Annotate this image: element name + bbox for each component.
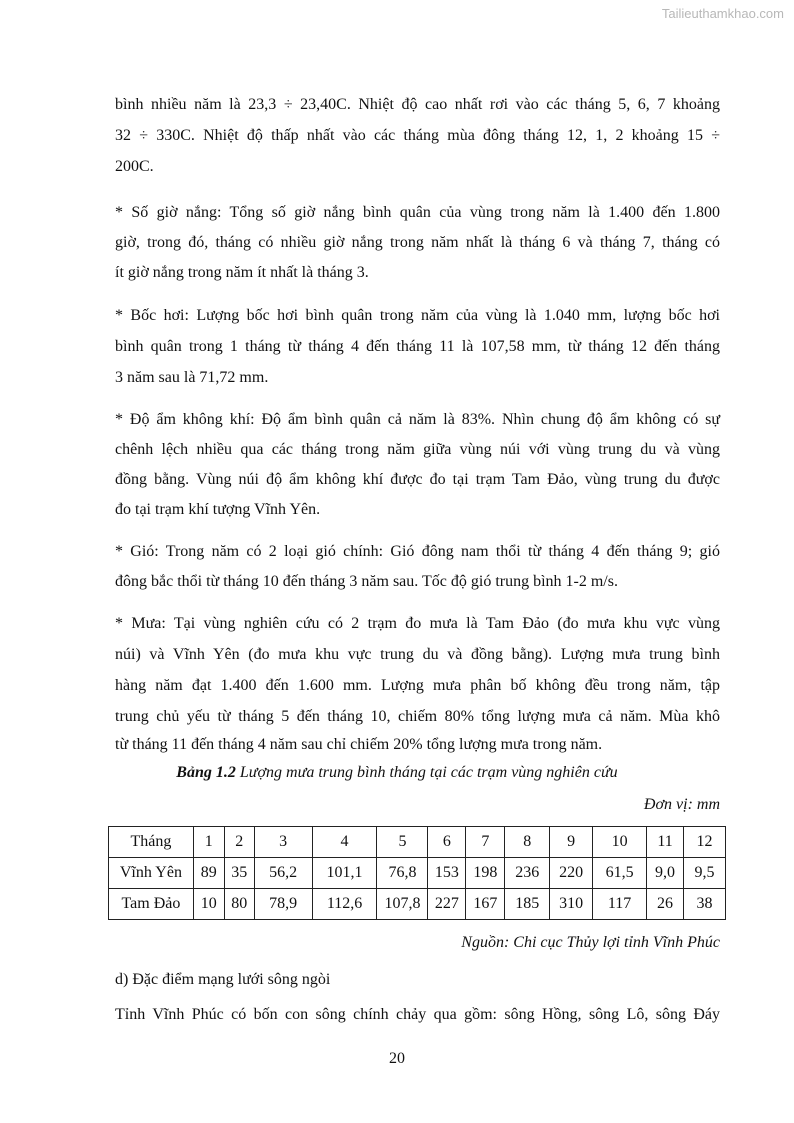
table-header-cell: 3 xyxy=(254,827,312,858)
watermark: Tailieuthamkhao.com xyxy=(661,6,784,21)
body-line: Tỉnh Vĩnh Phúc có bốn con sông chính chảy qua gồm: sông Hồng, sông Lô, sông Đáy xyxy=(115,1006,720,1023)
table-cell: 153 xyxy=(428,858,466,889)
body-line: * Độ ẩm không khí: Độ ẩm bình quân cả năm là 83%. Nhìn chung độ ẩm không có sự xyxy=(115,411,720,428)
table-header-cell: 10 xyxy=(593,827,647,858)
table-header-cell: Tháng xyxy=(109,827,194,858)
table-cell: 76,8 xyxy=(377,858,428,889)
table-header-cell: 8 xyxy=(505,827,550,858)
body-line: trung chủ yếu từ tháng 5 đến tháng 10, chiếm 80% tổng lượng mưa cả năm. Mùa khô xyxy=(115,708,720,725)
unit-label: Đơn vị: mm xyxy=(643,796,720,813)
table-cell: 112,6 xyxy=(312,889,377,920)
body-line: giờ, trong đó, tháng có nhiều giờ nắng trong năm nhất là tháng 6 và tháng 7, tháng có xyxy=(115,234,720,251)
table-cell: 167 xyxy=(466,889,505,920)
table-caption xyxy=(0,763,794,783)
table-cell: 10 xyxy=(193,889,224,920)
table-cell: 227 xyxy=(428,889,466,920)
page-number: 20 xyxy=(389,1050,405,1067)
body-line: chênh lệch nhiều qua các tháng trong năm giữa vùng núi với vùng trung du và vùng xyxy=(115,441,720,458)
table-header-cell: 4 xyxy=(312,827,377,858)
body-line: * Gió: Trong năm có 2 loại gió chính: Gió đông nam thổi từ tháng 4 đến tháng 9; gió xyxy=(115,543,720,560)
body-line: đo tại trạm khí tượng Vĩnh Yên. xyxy=(115,501,321,518)
rainfall-table xyxy=(108,826,726,920)
table-caption-text: Lượng mưa trung bình tháng tại các trạm vùng nghiên cứu xyxy=(235,764,618,781)
body-line: * Bốc hơi: Lượng bốc hơi bình quân trong năm của vùng là 1.040 mm, lượng bốc hơi xyxy=(115,307,720,324)
table-header-cell: 11 xyxy=(647,827,684,858)
table-cell: Vĩnh Yên xyxy=(109,858,194,889)
body-line: đồng bằng. Vùng núi độ ẩm không khí được đo tại trạm Tam Đảo, vùng trung du được xyxy=(115,471,720,488)
body-line: 3 năm sau là 71,72 mm. xyxy=(115,369,269,386)
table-header-cell: 2 xyxy=(224,827,254,858)
section-heading: d) Đặc điểm mạng lưới sông ngòi xyxy=(115,971,331,988)
table-cell: 80 xyxy=(224,889,254,920)
body-line: * Mưa: Tại vùng nghiên cứu có 2 trạm đo mưa là Tam Đảo (đo mưa khu vực vùng xyxy=(115,615,720,632)
body-line: bình quân trong 1 tháng từ tháng 4 đến tháng 11 là 107,58 mm, từ tháng 12 đến tháng xyxy=(115,338,720,355)
table-cell: 9,5 xyxy=(683,858,725,889)
table-cell: 26 xyxy=(647,889,684,920)
table-cell: 38 xyxy=(683,889,725,920)
table-caption-label: Bảng 1.2 xyxy=(176,764,236,781)
table-cell: Tam Đảo xyxy=(109,889,194,920)
table-cell: 185 xyxy=(505,889,550,920)
table-cell: 220 xyxy=(550,858,593,889)
body-line: * Số giờ nắng: Tổng số giờ nắng bình quân của vùng trong năm là 1.400 đến 1.800 xyxy=(115,204,720,221)
table-cell: 35 xyxy=(224,858,254,889)
body-line: đông bắc thổi từ tháng 10 đến tháng 3 năm sau. Tốc độ gió trung bình 1-2 m/s. xyxy=(115,573,618,590)
table-header-row xyxy=(109,827,726,858)
body-line: 200C. xyxy=(115,158,154,175)
table-source: Nguồn: Chi cục Thủy lợi tỉnh Vĩnh Phúc xyxy=(461,934,720,951)
body-line: bình nhiều năm là 23,3 ÷ 23,40C. Nhiệt độ cao nhất rơi vào các tháng 5, 6, 7 khoảng xyxy=(115,96,720,113)
body-line: từ tháng 11 đến tháng 4 năm sau chỉ chiếm 20% tổng lượng mưa trong năm. xyxy=(115,736,603,753)
table-row xyxy=(109,858,726,889)
table-cell: 56,2 xyxy=(254,858,312,889)
table-cell: 101,1 xyxy=(312,858,377,889)
table-header-cell: 7 xyxy=(466,827,505,858)
table-header-cell: 1 xyxy=(193,827,224,858)
table-row xyxy=(109,889,726,920)
body-line: 32 ÷ 330C. Nhiệt độ thấp nhất vào các tháng mùa đông tháng 12, 1, 2 khoảng 15 ÷ xyxy=(115,127,720,144)
body-line: hàng năm đạt 1.400 đến 1.600 mm. Lượng mưa phân bố không đều trong năm, tập xyxy=(115,677,720,694)
body-line: núi) và Vĩnh Yên (đo mưa khu vực trung du và đồng bằng). Lượng mưa trung bình xyxy=(115,646,720,663)
table-cell: 310 xyxy=(550,889,593,920)
table-cell: 236 xyxy=(505,858,550,889)
table-cell: 78,9 xyxy=(254,889,312,920)
table-cell: 117 xyxy=(593,889,647,920)
table-cell: 198 xyxy=(466,858,505,889)
table-header-cell: 12 xyxy=(683,827,725,858)
table-cell: 9,0 xyxy=(647,858,684,889)
table-cell: 61,5 xyxy=(593,858,647,889)
table-header-cell: 5 xyxy=(377,827,428,858)
table-header-cell: 9 xyxy=(550,827,593,858)
body-line: ít giờ nắng trong năm ít nhất là tháng 3. xyxy=(115,264,369,281)
table-cell: 107,8 xyxy=(377,889,428,920)
table-header-cell: 6 xyxy=(428,827,466,858)
table-cell: 89 xyxy=(193,858,224,889)
